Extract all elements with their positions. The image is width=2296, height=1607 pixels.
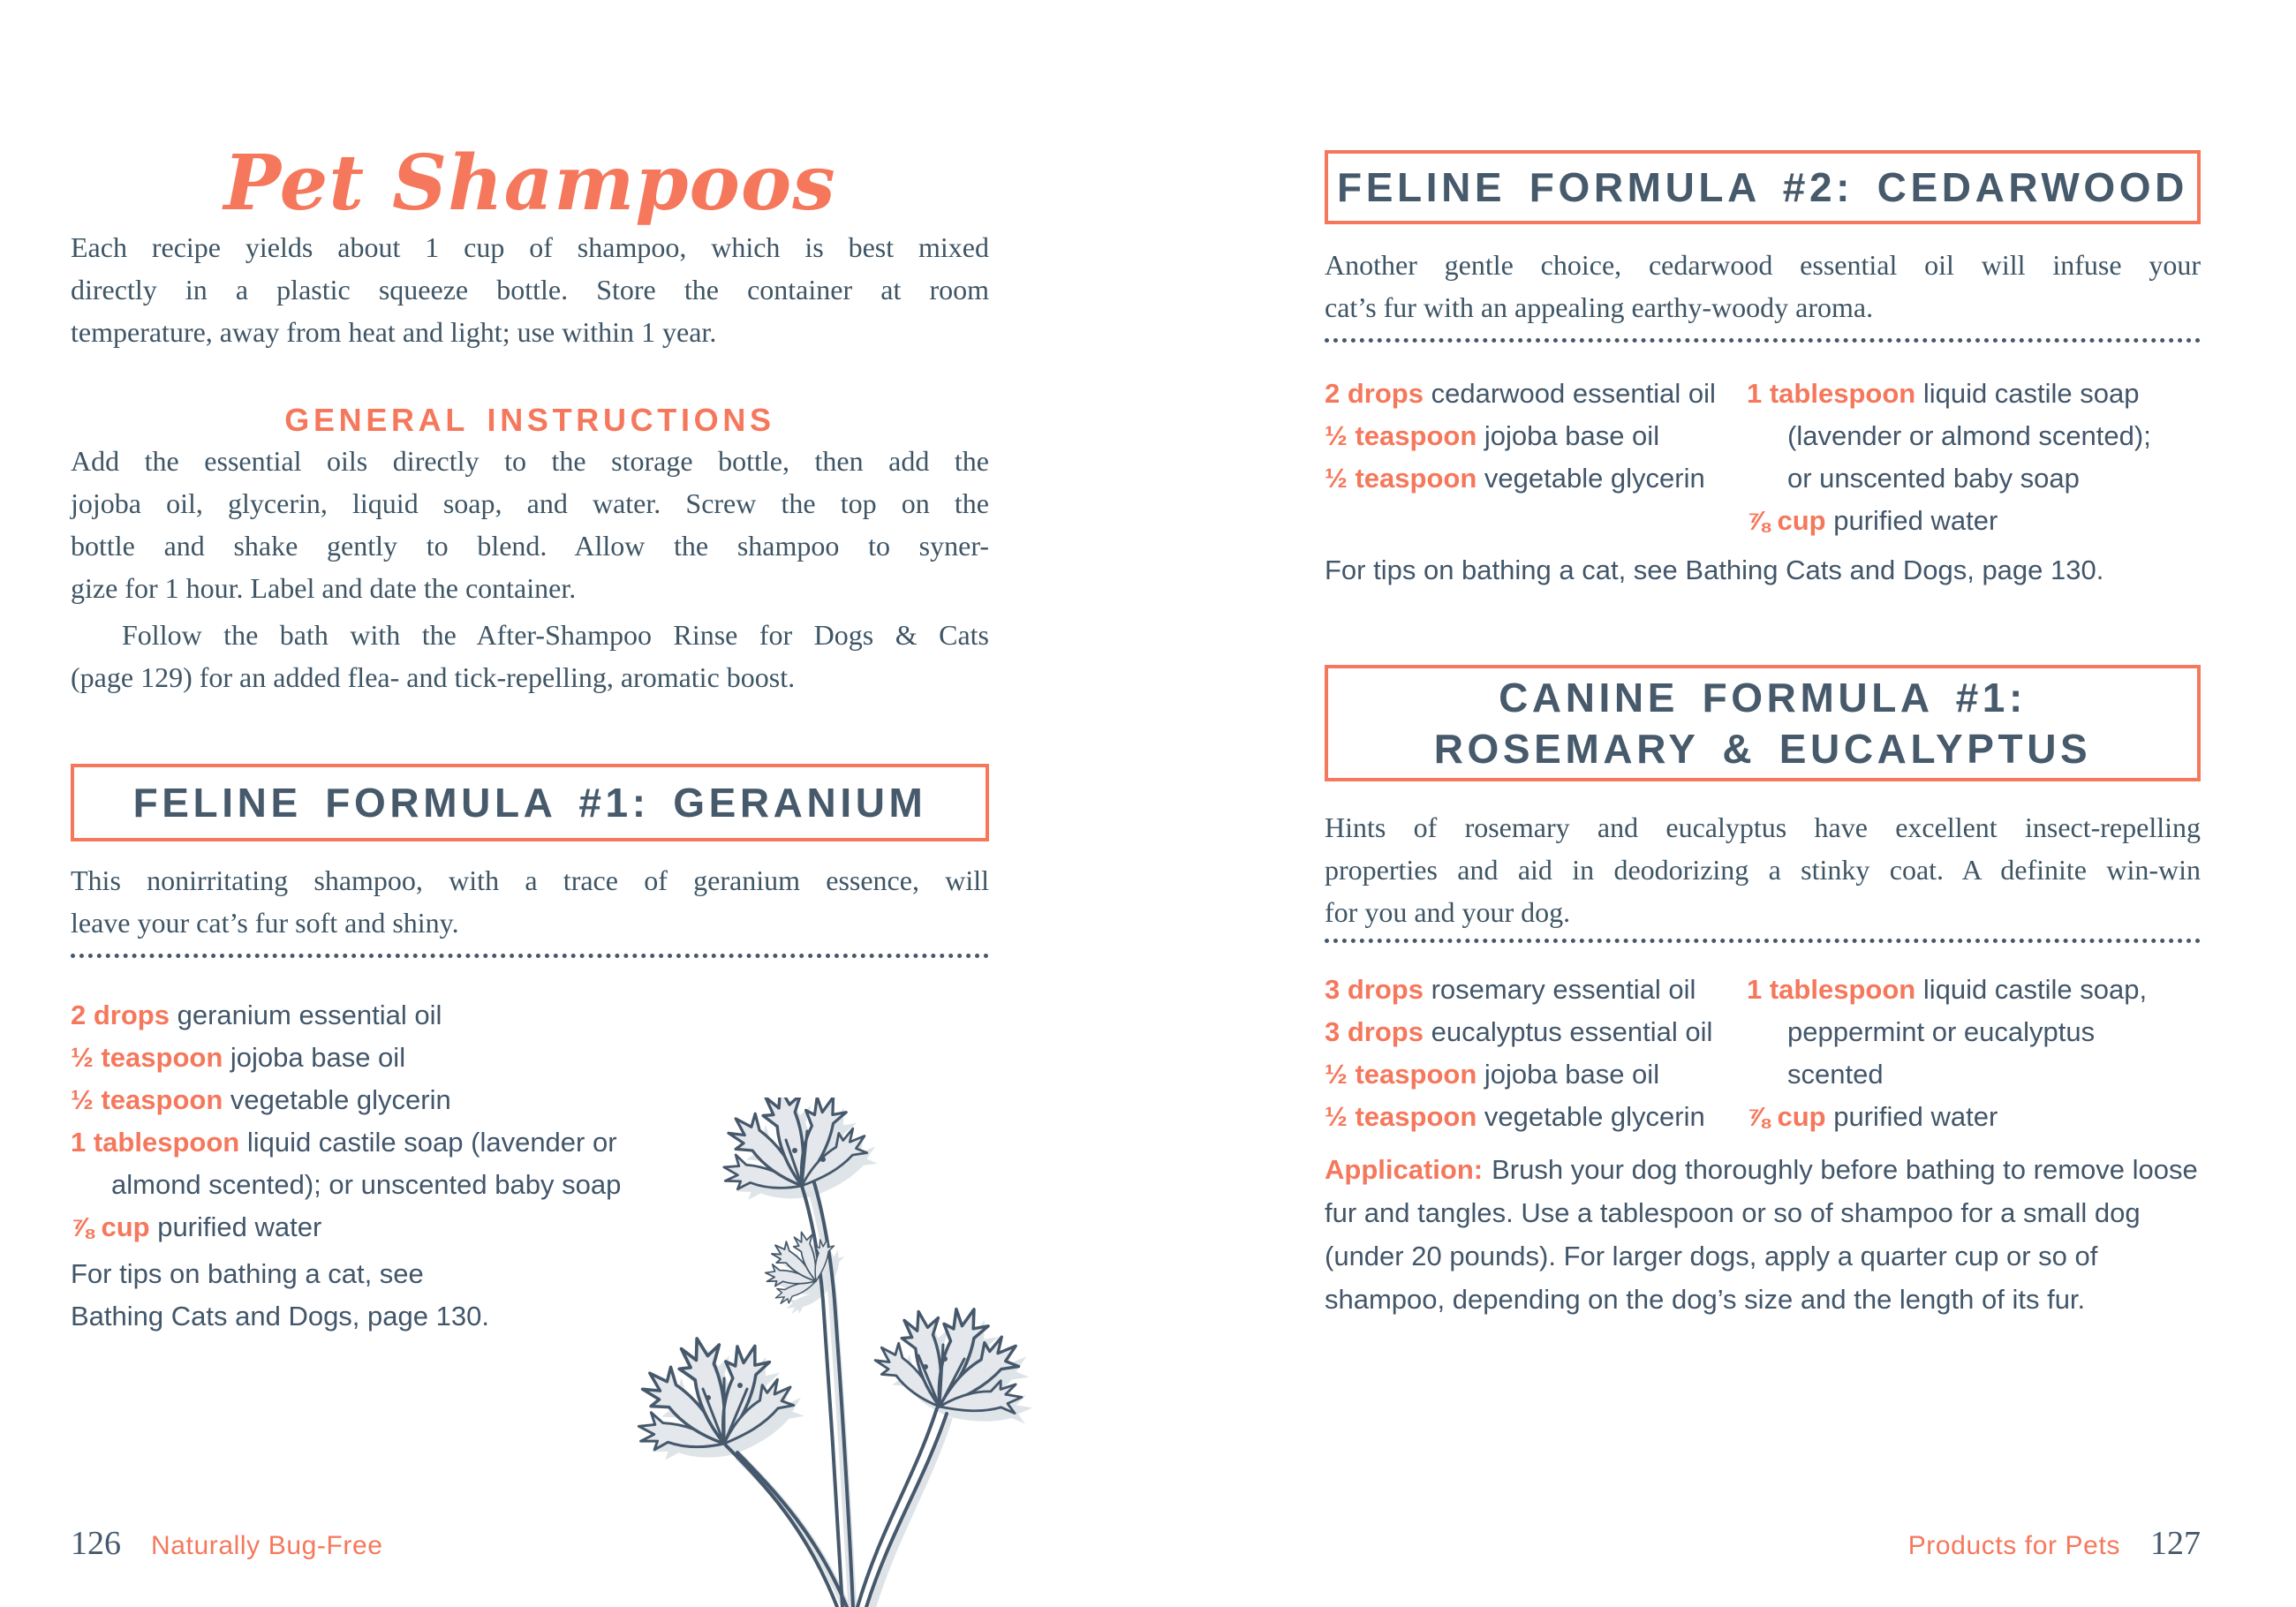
ingredient-text: almond scented); or unscented baby soap	[111, 1169, 622, 1200]
bathing-tip-right: For tips on bathing a cat, see Bathing Cats and Dogs, page 130.	[1325, 555, 2104, 585]
text-line: cat’s fur with an appealing earthy-woody aroma.	[1325, 291, 1874, 323]
feline-formula-1-description	[71, 859, 989, 944]
intro-paragraph	[71, 226, 989, 353]
right-footer	[1908, 1524, 2201, 1563]
ingredient-quantity: 2 drops	[1325, 378, 1431, 409]
ingredient-line	[1325, 415, 1747, 457]
text-line: leave your cat’s fur soft and shiny.	[71, 907, 459, 939]
ingredient-quantity: ½ teaspoon	[1325, 1059, 1484, 1090]
feline-formula-1-heading: FELINE FORMULA #1: GERANIUM	[132, 780, 927, 826]
ingredient-line	[1325, 373, 1747, 415]
ingredient-line	[71, 1037, 989, 1079]
ingredients-column-1	[1325, 373, 1747, 542]
ingredient-text: liquid castile soap,	[1922, 974, 2148, 1005]
ingredient-text: geranium essential oil	[177, 1000, 442, 1030]
feline-formula-2-box	[1325, 150, 2201, 224]
page-number-left: 126	[71, 1525, 121, 1562]
text-line: Hints of rosemary and eucalyptus have excellent insect-repelling	[1325, 811, 2201, 843]
application-paragraph	[1325, 1148, 2201, 1321]
page-title: Pet Shampoos	[223, 139, 836, 228]
ingredient-text: eucalyptus essential oil	[1431, 1016, 1713, 1047]
dotted-separator	[71, 954, 989, 958]
ingredient-quantity: ½ teaspoon	[71, 1042, 230, 1073]
ingredient-text: liquid castile soap	[1922, 378, 2140, 409]
text-line: gize for 1 hour. Label and date the container.	[71, 572, 577, 604]
ingredient-text: rosemary essential oil	[1431, 974, 1696, 1005]
section-label-right: Products for Pets	[1907, 1531, 2120, 1560]
geranium-sprig-svg	[634, 1098, 1040, 1607]
text-line: properties and aid in deodorizing a stinky coat. A definite win-win	[1325, 854, 2201, 886]
text-line: temperature, away from heat and light; use within 1 year.	[71, 316, 717, 348]
left-footer	[71, 1524, 383, 1563]
ingredient-text: jojoba base oil	[1484, 1059, 1660, 1090]
dotted-separator	[1325, 338, 2201, 343]
ingredient-line	[1325, 1053, 1747, 1096]
feline-formula-1-box	[71, 764, 989, 841]
ingredient-quantity: ½ teaspoon	[71, 1084, 230, 1115]
ingredient-quantity: 3 drops	[1325, 1016, 1431, 1047]
text-line: Another gentle choice, cedarwood essential oil will infuse your	[1325, 249, 2201, 281]
text-line: Bathing Cats and Dogs, page 130.	[71, 1301, 489, 1332]
ingredient-line	[1747, 373, 2201, 415]
ingredient-text: cedarwood essential oil	[1431, 378, 1716, 409]
ingredient-text: vegetable glycerin	[230, 1084, 451, 1115]
ingredient-line	[1325, 1096, 1747, 1138]
bathing-tip-left	[71, 1253, 512, 1338]
feline-formula-2-heading: FELINE FORMULA #2: CEDARWOOD	[1337, 164, 2188, 210]
ingredients-column-1	[1325, 969, 1747, 1138]
ingredient-quantity: ⅞ cup	[1747, 1101, 1834, 1132]
ingredient-line	[1747, 500, 2201, 542]
ingredient-quantity: 1 tablespoon	[71, 1127, 247, 1158]
ingredient-text: jojoba base oil	[230, 1042, 406, 1073]
general-instructions-paragraph	[71, 440, 989, 609]
page-number-right: 127	[2150, 1525, 2201, 1562]
canine-formula-1-ingredients	[1325, 969, 2201, 1138]
ingredient-line	[1325, 457, 1747, 500]
ingredient-line	[1747, 457, 2201, 500]
ingredient-text: purified water	[1833, 1101, 1998, 1132]
ingredient-text: (lavender or almond scented);	[1787, 420, 2151, 451]
text-line: For tips on bathing a cat, see	[71, 1258, 424, 1289]
canine-formula-1-box	[1325, 665, 2201, 781]
ingredient-text: purified water	[1833, 505, 1998, 536]
ingredient-line	[1747, 1096, 2201, 1138]
ingredient-line	[1325, 1011, 1747, 1053]
text-line: directly in a plastic squeeze bottle. Store the container at room	[71, 274, 989, 306]
ingredients-column-2	[1747, 373, 2201, 542]
ingredient-text: jojoba base oil	[1484, 420, 1660, 451]
ingredient-text: peppermint or eucalyptus	[1787, 1016, 2096, 1047]
ingredient-text: vegetable glycerin	[1484, 463, 1705, 494]
ingredient-line	[1747, 1011, 2201, 1053]
feline-formula-2-ingredients	[1325, 373, 2201, 542]
ingredient-text: purified water	[157, 1211, 322, 1242]
text-line: jojoba oil, glycerin, liquid soap, and water. Screw the top on the	[71, 487, 989, 519]
ingredient-line	[1325, 969, 1747, 1011]
ingredient-quantity: ½ teaspoon	[1325, 1101, 1484, 1132]
ingredient-text: vegetable glycerin	[1484, 1101, 1705, 1132]
canine-formula-1-description	[1325, 806, 2201, 933]
ingredients-column-2	[1747, 969, 2201, 1138]
application-label: Application:	[1325, 1154, 1484, 1185]
text-line: Add the essential oils directly to the storage bottle, then add the	[71, 445, 989, 477]
follow-up-paragraph	[71, 614, 989, 698]
ingredient-quantity: 3 drops	[1325, 974, 1431, 1005]
text-line: bottle and shake gently to blend. Allow the shampoo to syner-	[71, 530, 989, 562]
dotted-separator	[1325, 939, 2201, 943]
ingredient-text: or unscented baby soap	[1787, 463, 2080, 494]
ingredient-line	[1747, 969, 2201, 1011]
ingredient-line	[71, 994, 989, 1037]
text-line: This nonirritating shampoo, with a trace of geranium essence, will	[71, 864, 989, 896]
ingredient-line	[1747, 1053, 2201, 1096]
ingredient-quantity: ½ teaspoon	[1325, 463, 1484, 494]
ingredient-quantity: ⅞ cup	[1747, 505, 1834, 536]
ingredient-quantity: ⅞ cup	[71, 1211, 158, 1242]
ingredient-quantity: ½ teaspoon	[1325, 420, 1484, 451]
text-line: Each recipe yields about 1 cup of shampoo, which is best mixed	[71, 231, 989, 263]
canine-formula-1-heading	[1434, 672, 2092, 774]
ingredient-quantity: 1 tablespoon	[1747, 378, 1923, 409]
ingredient-line	[1747, 415, 2201, 457]
section-label-left: Naturally Bug-Free	[151, 1531, 383, 1560]
text-line: (page 129) for an added flea- and tick-repelling, aromatic boost.	[71, 661, 796, 693]
ingredient-quantity: 1 tablespoon	[1747, 974, 1923, 1005]
ingredient-text: liquid castile soap (lavender or	[246, 1127, 617, 1158]
general-instructions-heading: GENERAL INSTRUCTIONS	[284, 402, 775, 438]
feline-formula-2-description	[1325, 244, 2201, 328]
geranium-illustration	[634, 1098, 1040, 1607]
application-text: Brush your dog thoroughly before bathing to remove loose fur and tangles. Use a tablespoon or so of shampoo for a small dog (under 20 pounds). For larger dogs, apply a quarter cup or so of shampoo, depending on the dog’s size and the length of its fur.	[1325, 1154, 2198, 1315]
right-page	[1325, 0, 2201, 1607]
canine-heading-line-1: CANINE FORMULA #1:	[1499, 675, 2027, 721]
ingredient-quantity: 2 drops	[71, 1000, 177, 1030]
text-line: Follow the bath with the After-Shampoo Rinse for Dogs & Cats	[122, 619, 989, 651]
text-line: for you and your dog.	[1325, 896, 1571, 928]
ingredient-text: scented	[1787, 1059, 1884, 1090]
canine-heading-line-2: ROSEMARY & EUCALYPTUS	[1433, 726, 2092, 772]
